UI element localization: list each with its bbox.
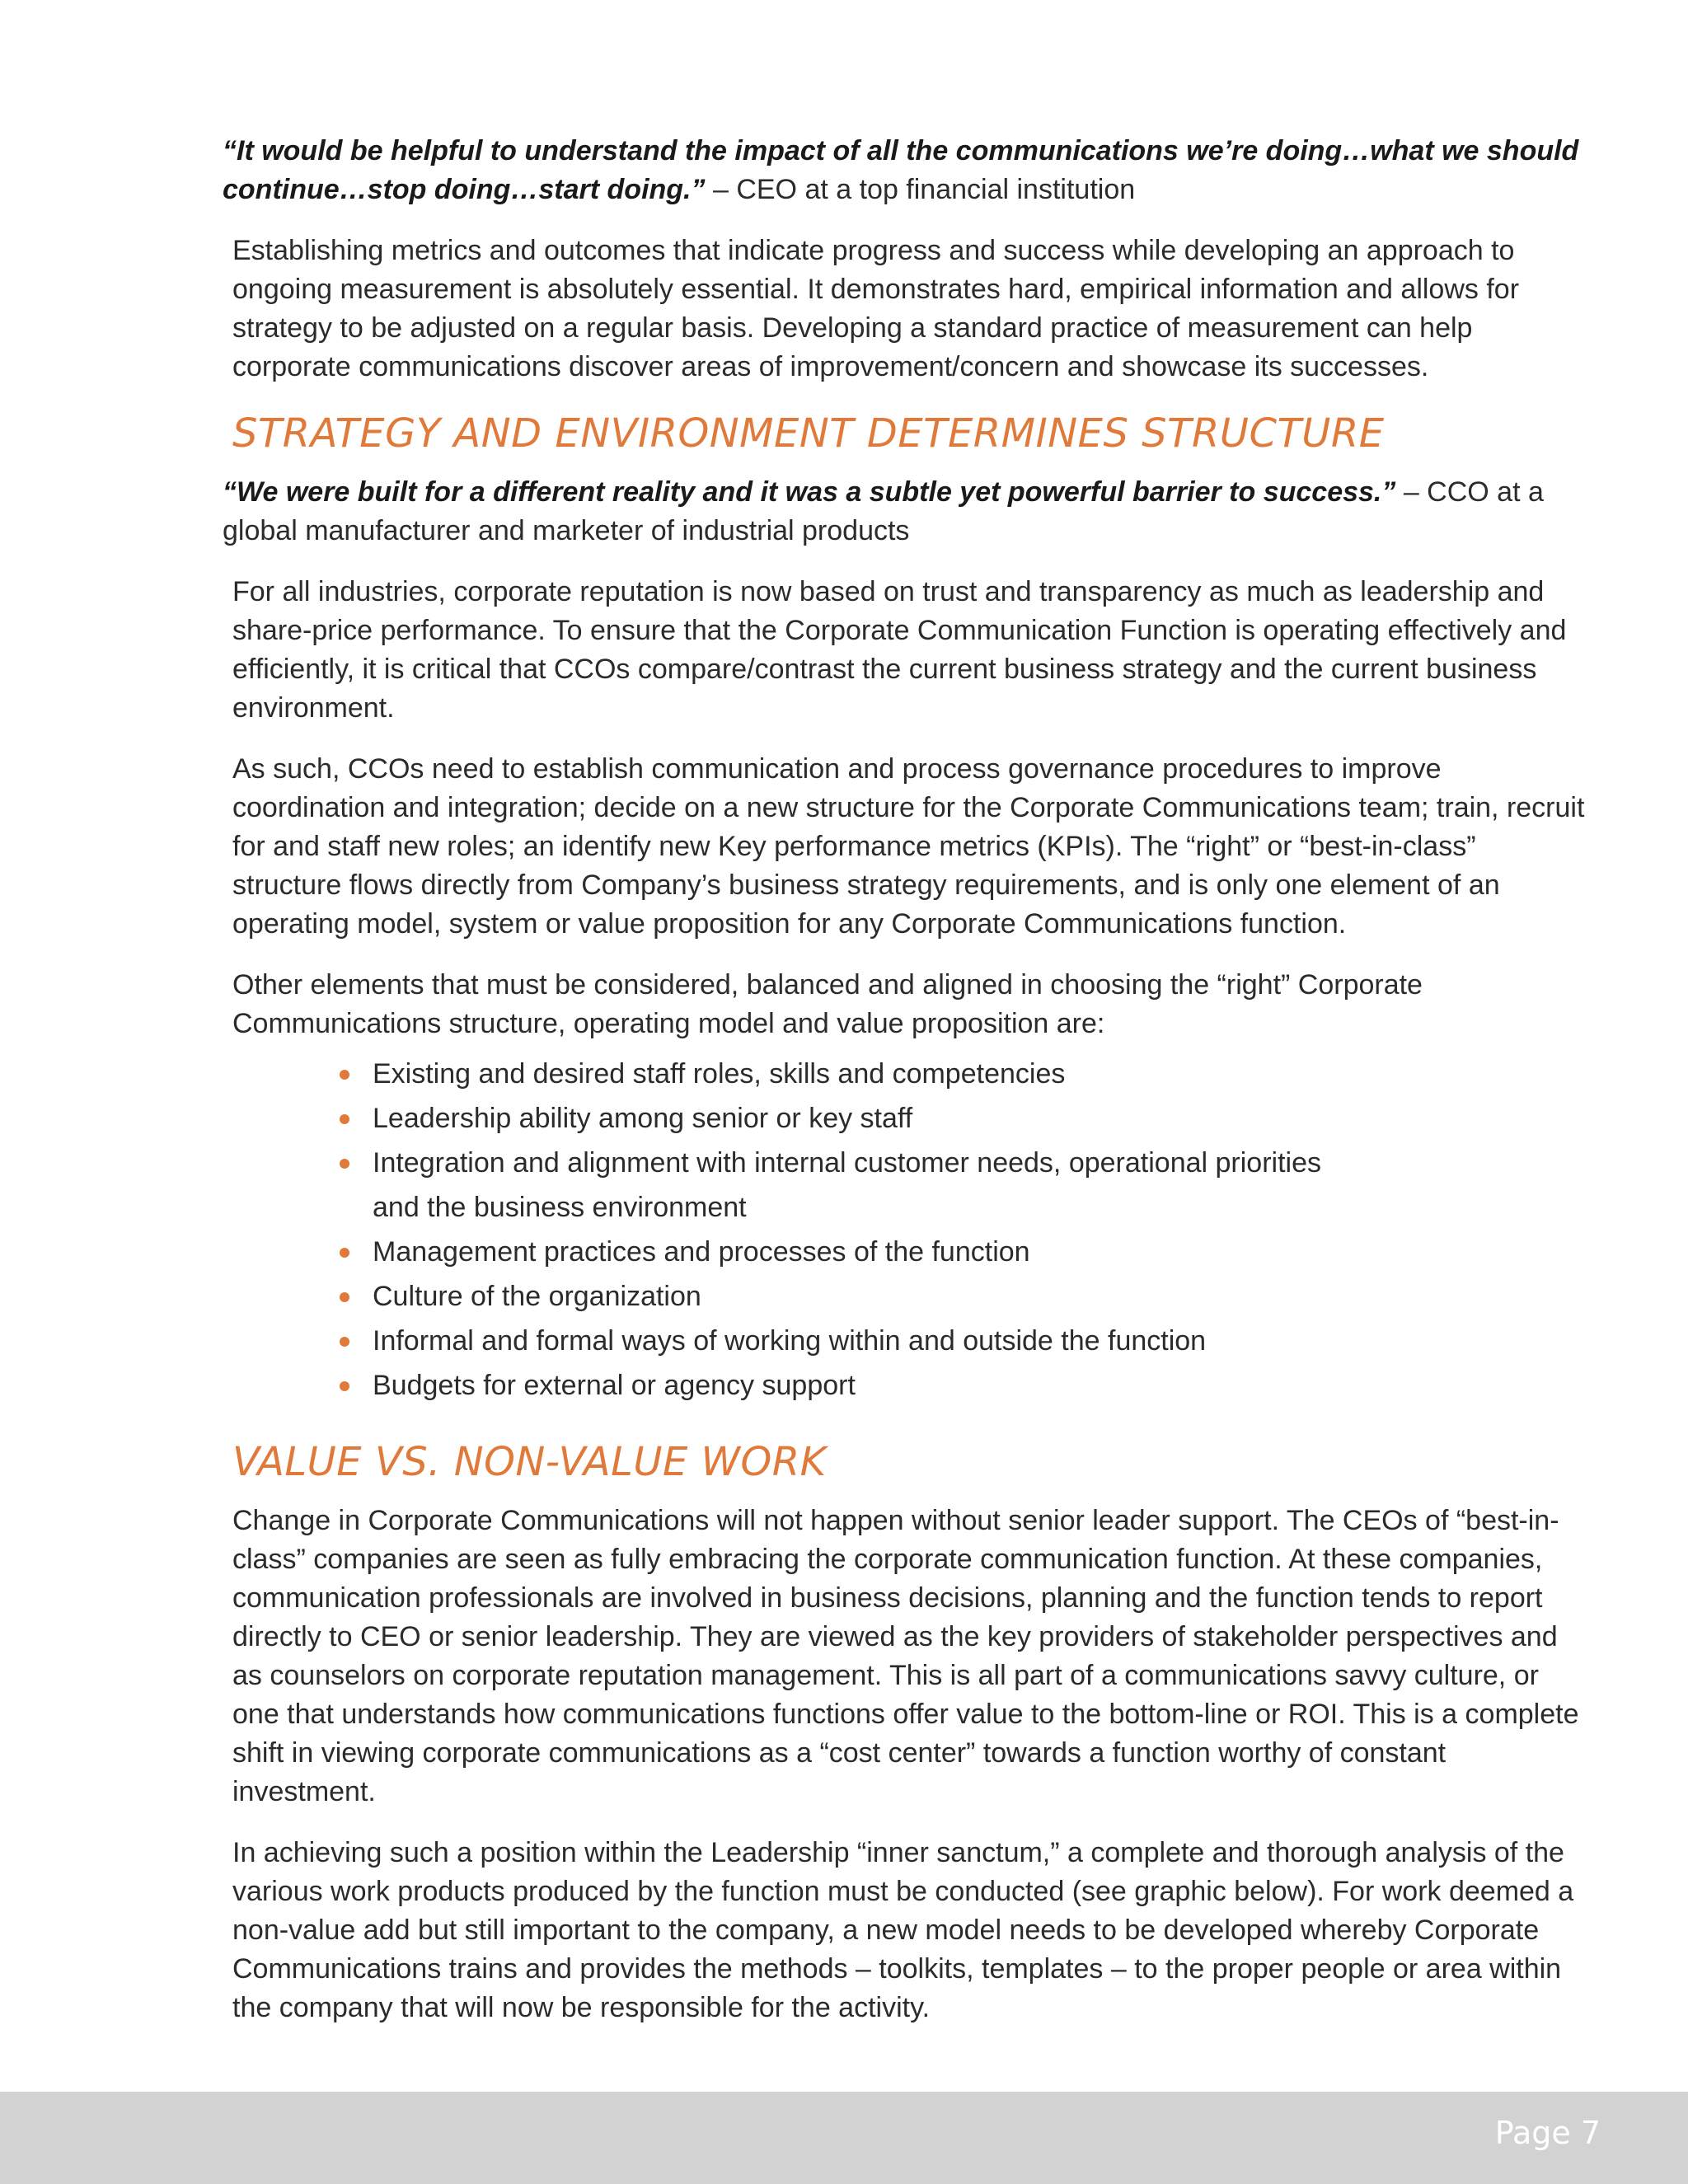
list-item xyxy=(340,1274,1592,1319)
measurement-paragraph: Establishing metrics and outcomes that indicate progress and success while developing an approach to ongoing measurement is absolutely essential. It demonstrates hard, empirical information and allows for strategy to be adjusted on a regular basis. Developing a standard practice of measurement can help corporate communications discover areas of improvement/concern and showcase its successes. xyxy=(232,235,1520,382)
reputation-paragraph: For all industries, corporate reputation is now based on trust and transparency as much as leadership and share-price performance. To ensure that the Corporate Communication Function is operating effectively and efficiently, it is critical that CCOs compare/contrast the current business strategy and the current business environment. xyxy=(232,576,1567,724)
elements-list xyxy=(340,1052,1592,1408)
bullet-icon xyxy=(340,1114,349,1124)
list-item-text: Existing and desired staff roles, skills and competencies xyxy=(373,1058,1066,1090)
page-number: Page 7 xyxy=(1494,2115,1601,2151)
elements-intro-paragraph: Other elements that must be considered, balanced and aligned in choosing the “right” Corporate Communications structure, operating model and value proposition are: xyxy=(232,969,1423,1039)
list-item-text: Integration and alignment with internal customer needs, operational priorities and the business environment xyxy=(373,1147,1321,1223)
cco-quote-text: “We were built for a different reality and it was a subtle yet powerful barrier to success.” xyxy=(223,476,1396,508)
list-item xyxy=(340,1230,1592,1274)
ceo-quote xyxy=(223,132,1592,209)
bullet-icon xyxy=(340,1248,349,1258)
bullet-icon xyxy=(340,1292,349,1302)
bullet-icon xyxy=(340,1381,349,1391)
list-item xyxy=(340,1096,1592,1141)
list-item-text: Leadership ability among senior or key staff xyxy=(373,1103,913,1134)
list-item-text: Budgets for external or agency support xyxy=(373,1370,856,1401)
cco-quote xyxy=(223,473,1592,551)
cco-quote-attribution: – CCO at a global manufacturer and marketer of industrial products xyxy=(223,476,1544,546)
senior-support-paragraph: Change in Corporate Communications will not happen without senior leader support. The CEOs of “best-in-class” companies are seen as fully embracing the corporate communication function. At these companies, communication professionals are involved in business decisions, planning and the function tends to report directly to CEO or senior leadership. They are viewed as the key providers of stakeholder perspectives and as counselors on corporate reputation management. This is all part of a communications savvy culture, or one that understands how communications functions offer value to the bottom-line or ROI. This is a complete shift in viewing corporate communications as a “cost center” towards a function worthy of constant investment. xyxy=(232,1505,1579,1807)
page-footer xyxy=(0,2092,1688,2184)
list-item xyxy=(340,1052,1592,1096)
list-item xyxy=(340,1363,1592,1408)
inner-sanctum-paragraph: In achieving such a position within the Leadership “inner sanctum,” a complete and thorough analysis of the various work products produced by the function must be conducted (see graphic below). For work deemed a non-value add but still important to the company, a new model needs to be developed whereby Corporate Communications trains and provides the methods – toolkits, templates – to the proper people or area within the company that will now be responsible for the activity. xyxy=(232,1837,1574,2023)
list-item-text: Informal and formal ways of working within and outside the function xyxy=(373,1325,1207,1357)
ceo-quote-text: “It would be helpful to understand the impact of all the communications we’re doing…what we should continue…stop doing…start doing.” xyxy=(223,135,1579,205)
page-content xyxy=(223,132,1592,2050)
bullet-icon xyxy=(340,1337,349,1347)
section-heading-value-work: VALUE VS. NON-VALUE WORK xyxy=(232,1439,827,1485)
ceo-quote-attribution: – CEO at a top financial institution xyxy=(705,174,1136,205)
list-item-text: Culture of the organization xyxy=(373,1281,701,1312)
list-item-text: Management practices and processes of the function xyxy=(373,1236,1030,1268)
bullet-icon xyxy=(340,1070,349,1080)
governance-paragraph: As such, CCOs need to establish communication and process governance procedures to improve coordination and integration; decide on a new structure for the Corporate Communications team; train, recruit for and staff new roles; an identify new Key performance metrics (KPIs). The “right” or “best-in-class” structure flows directly from Company’s business strategy requirements, and is only one element of an operating model, system or value proposition for any Corporate Communications function. xyxy=(232,753,1585,940)
section-heading-strategy: STRATEGY AND ENVIRONMENT DETERMINES STRUCTURE xyxy=(232,410,1385,457)
bullet-icon xyxy=(340,1159,349,1169)
list-item xyxy=(340,1141,1362,1230)
list-item xyxy=(340,1319,1592,1363)
